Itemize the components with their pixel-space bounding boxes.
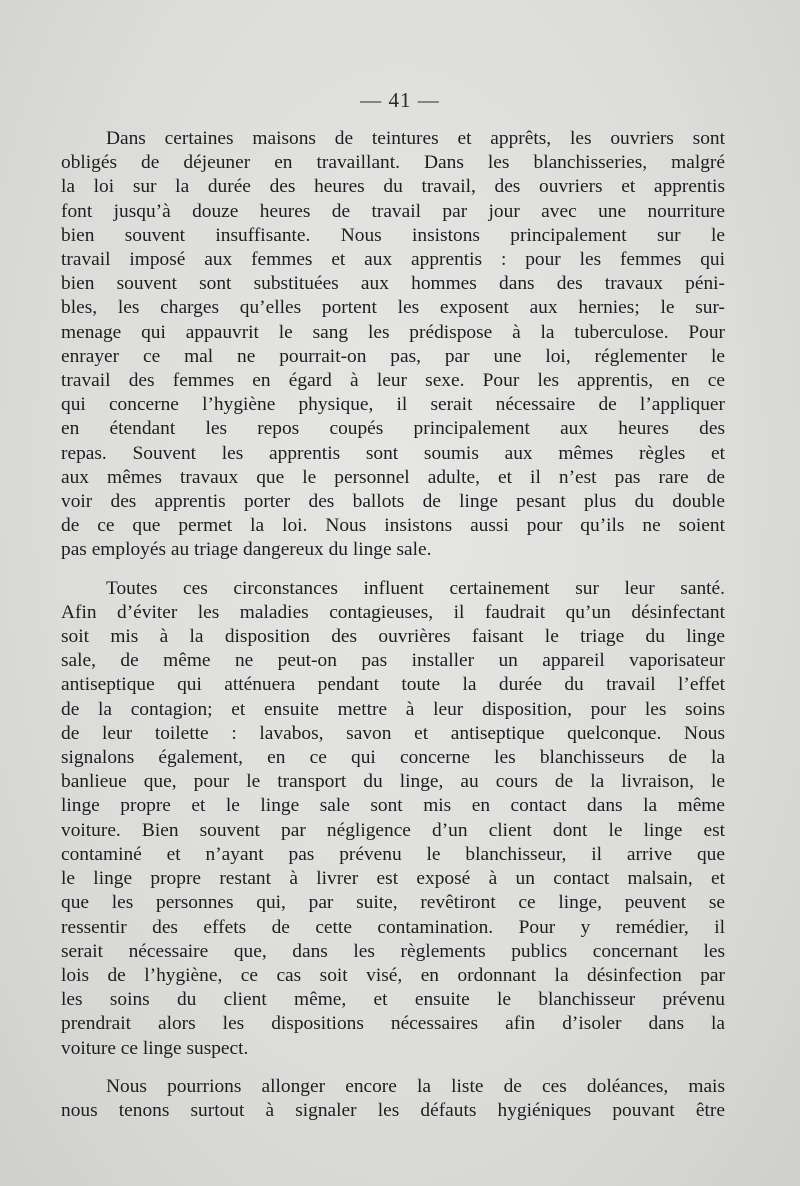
text-line: font jusqu’à douze heures de travail par jour avec une nourriture	[61, 200, 725, 222]
text-line: repas. Souvent les apprentis sont soumis aux mêmes règles et	[61, 442, 725, 464]
text-line: bien souvent sont substituées aux hommes dans des travaux péni-	[61, 273, 725, 295]
text-line: Nous pourrions allonger encore la liste de ces doléances, mais	[106, 1075, 725, 1097]
text-line: aux mêmes travaux que le personnel adulte, et il n’est pas rare de	[61, 466, 725, 488]
text-line: banlieue que, pour le transport du linge, au cours de la livraison, le	[61, 771, 725, 793]
text-line: les soins du client même, et ensuite le blanchisseur prévenu	[61, 989, 725, 1011]
text-line: menage qui appauvrit le sang les prédispose à la tuberculose. Pour	[61, 321, 725, 343]
text-line: nous tenons surtout à signaler les défauts hygiéniques pouvant être	[61, 1099, 725, 1121]
text-line: signalons également, en ce qui concerne les blanchisseurs de la	[61, 747, 725, 769]
text-line: la loi sur la durée des heures du travail, des ouvriers et apprentis	[61, 176, 725, 198]
text-line: bien souvent insuffisante. Nous insistons principalement sur le	[61, 224, 725, 246]
text-line: voiture. Bien souvent par négligence d’un client dont le linge est	[61, 819, 725, 841]
text-line: contaminé et n’ayant pas prévenu le blanchisseur, il arrive que	[61, 843, 725, 865]
text-line: voiture ce linge suspect.	[61, 1037, 249, 1059]
text-line: Dans certaines maisons de teintures et apprêts, les ouvriers sont	[106, 128, 725, 149]
text-line: lois de l’hygiène, ce cas soit visé, en ordonnant la désinfection par	[61, 964, 725, 986]
text-line: de leur toilette : lavabos, savon et antiseptique quelconque. Nous	[61, 722, 725, 744]
text-line: linge propre et le linge sale sont mis en contact dans la même	[61, 795, 725, 817]
text-line: en étendant les repos coupés principalement aux heures des	[61, 418, 725, 440]
text-line: de la contagion; et ensuite mettre à leur disposition, pour les soins	[61, 698, 725, 720]
text-line: qui concerne l’hygiène physique, il serait nécessaire de l’appliquer	[61, 394, 725, 416]
text-line: de ce que permet la loi. Nous insistons aussi pour qu’ils ne soient	[61, 515, 725, 537]
text-line: serait nécessaire que, dans les règlements publics concernant les	[61, 940, 725, 962]
text-line: obligés de déjeuner en travaillant. Dans les blanchisseries, malgré	[61, 152, 725, 174]
text-line: ressentir des effets de cette contamination. Pour y remédier, il	[61, 916, 725, 938]
text-line: travail des femmes en égard à leur sexe. Pour les apprentis, en ce	[61, 370, 725, 392]
text-line: prendrait alors les dispositions nécessaires afin d’isoler dans la	[61, 1013, 725, 1035]
text-line: antiseptique qui atténuera pendant toute la durée du travail l’effet	[61, 674, 725, 696]
text-line: Afin d’éviter les maladies contagieuses, il faudrait qu’un désinfectant	[61, 601, 725, 623]
text-line: travail imposé aux femmes et aux apprentis : pour les femmes qui	[61, 249, 725, 271]
paragraph-2	[61, 577, 725, 1061]
text-line: voir des apprentis porter des ballots de linge pesant plus du double	[61, 491, 725, 513]
text-line: soit mis à la disposition des ouvrières faisant le triage du linge	[61, 626, 725, 648]
paragraph-1	[61, 127, 725, 563]
text-line: que les personnes qui, par suite, revêtiront ce linge, peuvent se	[61, 892, 725, 914]
text-line: sale, de même ne peut-on pas installer un appareil vaporisateur	[61, 650, 725, 672]
paragraph-3	[61, 1075, 725, 1123]
text-line: le linge propre restant à livrer est exposé à un contact malsain, et	[61, 868, 725, 890]
text-line: enrayer ce mal ne pourrait-on pas, par une loi, réglementer le	[61, 345, 725, 367]
text-line: bles, les charges qu’elles portent les exposent aux hernies; le sur-	[61, 297, 725, 319]
text-line: Toutes ces circonstances influent certainement sur leur santé.	[106, 577, 725, 599]
text-line: pas employés au triage dangereux du linge sale.	[61, 539, 432, 561]
page-number: — 41 —	[360, 88, 440, 112]
body-text	[61, 127, 725, 1123]
